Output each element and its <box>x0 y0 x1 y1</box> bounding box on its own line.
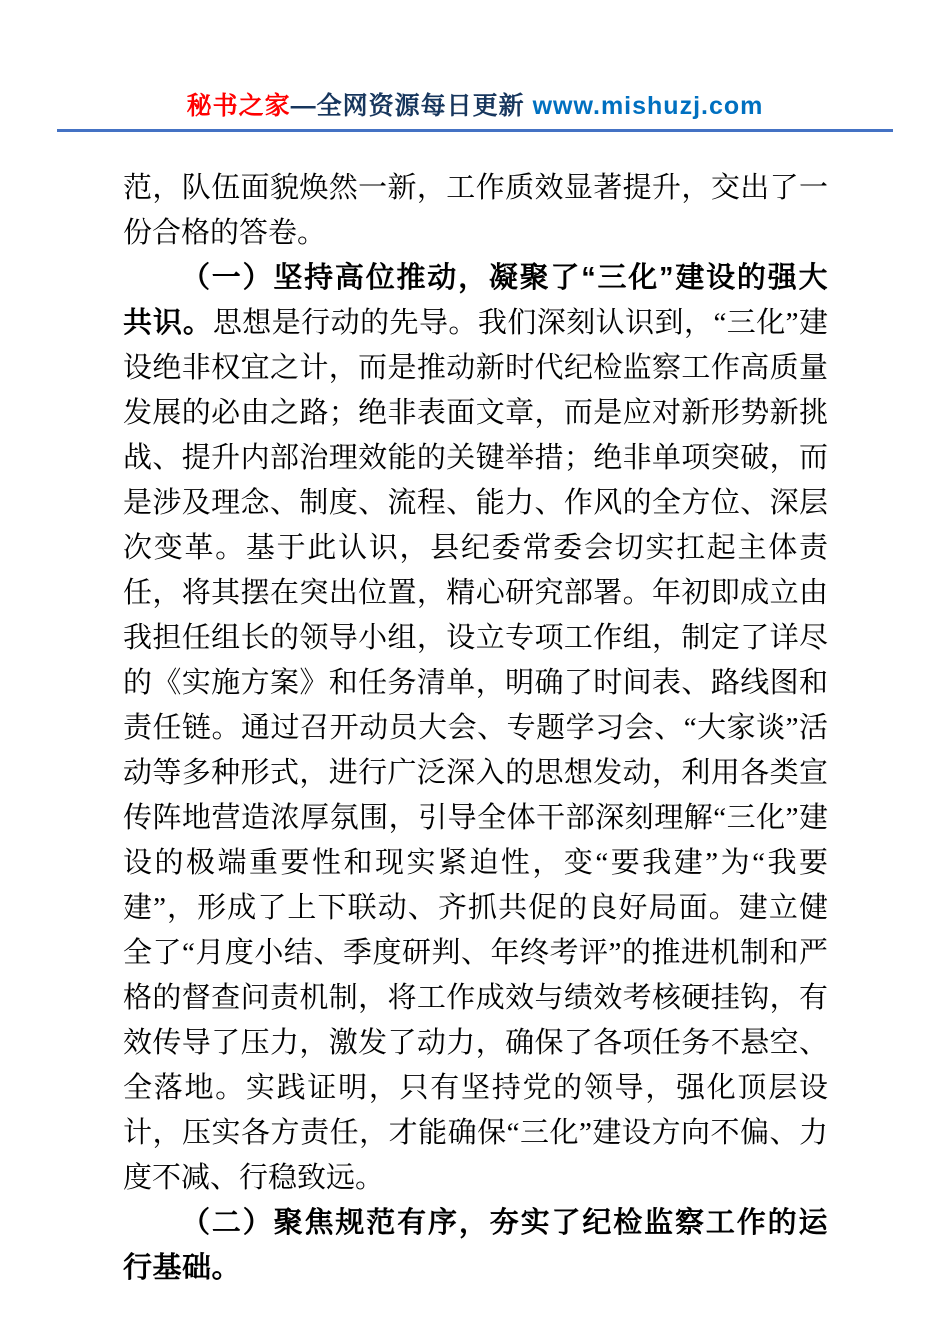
site-header <box>0 86 950 122</box>
document-body <box>123 166 828 1291</box>
paragraph-section-1 <box>123 256 828 1201</box>
paragraph-continuation-text: 范，队伍面貌焕然一新，工作质效显著提升，交出了一份合格的答卷。 <box>123 172 828 249</box>
paragraph-section-2 <box>123 1201 828 1291</box>
section-1-heading: （一）坚持高位推动，凝聚了“三化”建设的强大共识。 <box>123 262 828 339</box>
section-2-heading: （二）聚焦规范有序，夯实了纪检监察工作的运行基础。 <box>123 1207 828 1284</box>
site-url-link[interactable]: www.mishuzj.com <box>532 92 764 120</box>
site-name: 秘书之家 <box>186 92 291 120</box>
section-1-text: 思想是行动的先导。我们深刻认识到，“三化”建设绝非权宜之计，而是推动新时代纪检监察工作高质量发展的必由之路；绝非表面文章，而是应对新形势新挑战、提升内部治理效能的关键举措；绝非单项突破，而是涉及理念、制度、流程、能力、作风的全方位、深层次变革。基于此认识，县纪委常委会切实扛起主体责任，将其摆在突出位置，精心研究部署。年初即成立由我担任组长的领导小组，设立专项工作组，制定了详尽的《实施方案》和任务清单，明确了时间表、路线图和责任链。通过召开动员大会、专题学习会、“大家谈”活动等多种形式，进行广泛深入的思想发动，利用各类宣传阵地营造浓厚氛围，引导全体干部深刻理解“三化”建设的极端重要性和现实紧迫性，变“要我建”为“我要建”，形成了上下联动、齐抓共促的良好局面。建立健全了“月度小结、季度研判、年终考评”的推进机制和严格的督查问责机制，将工作成效与绩效考核硬挂钩，有效传导了压力，激发了动力，确保了各项任务不悬空、全落地。实践证明，只有坚持党的领导，强化顶层设计，压实各方责任，才能确保“三化”建设方向不偏、力度不减、行稳致远。 <box>123 307 828 1194</box>
paragraph-continuation <box>123 166 828 256</box>
site-tagline: —全网资源每日更新 <box>290 92 533 120</box>
header-divider <box>57 129 893 132</box>
